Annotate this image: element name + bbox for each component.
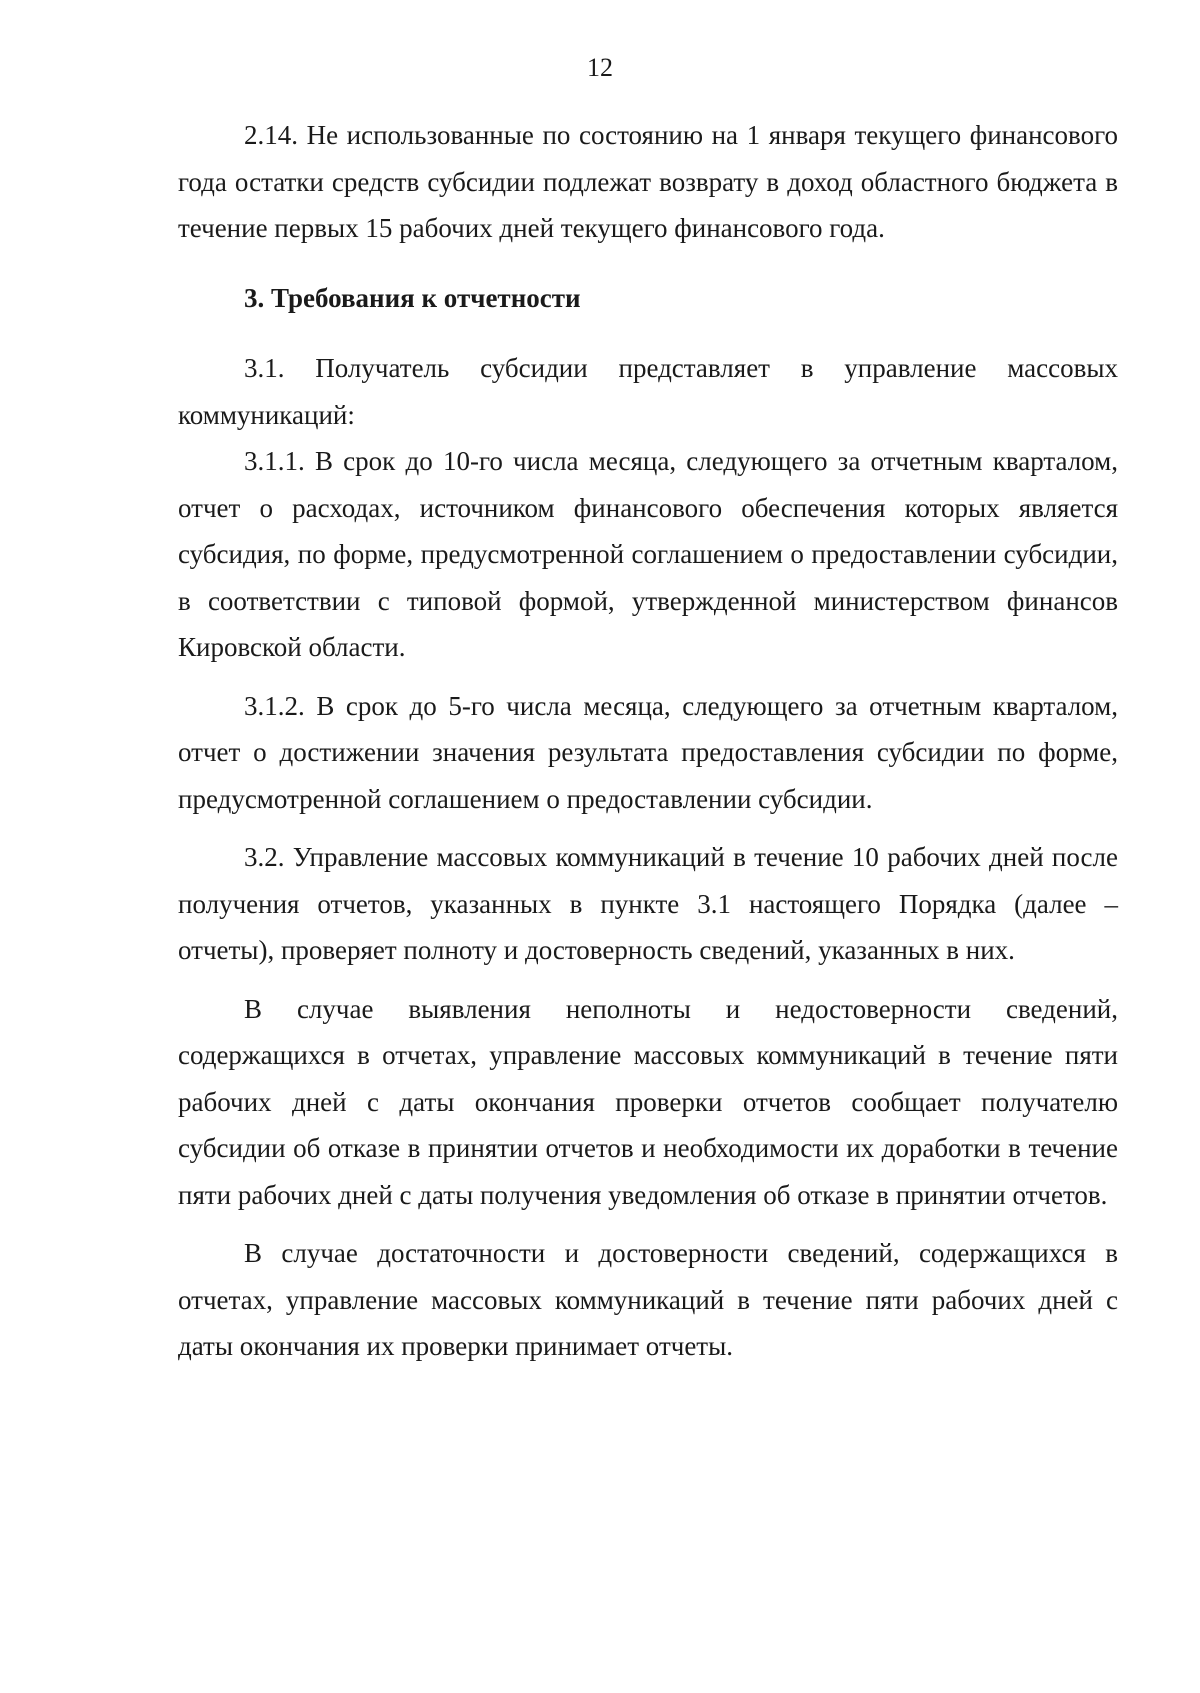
paragraph-3-2: 3.2. Управление массовых коммуникаций в течение 10 рабочих дней после получения отчетов, указанных в пункте 3.1 настоящего Порядка (далее – отчеты), проверяет полноту и достоверность сведений, указанных в них. — [178, 842, 1118, 965]
page-number: 12 — [587, 53, 613, 82]
section-heading-3: 3. Требования к отчетности — [244, 282, 581, 313]
paragraph-sufficient-info: В случае достаточности и достоверности сведений, содержащихся в отчетах, управление массовых коммуникаций в течение пяти рабочих дней с даты окончания их проверки принимает отчеты. — [178, 1238, 1118, 1361]
paragraph-incomplete-info: В случае выявления неполноты и недостоверности сведений, содержащихся в отчетах, управление массовых коммуникаций в течение пяти рабочих дней с даты окончания проверки отчетов сообщает получателю субсидии об отказе в принятии отчетов и необходимости их доработки в течение пяти рабочих дней с даты получения уведомления об отказе в принятии отчетов. — [178, 993, 1118, 1210]
paragraph-2-14: 2.14. Не использованные по состоянию на 1 января текущего финансового года остатки средств субсидии подлежат возврату в доход областного бюджета в течение первых 15 рабочих дней текущего финансового года. — [178, 120, 1118, 243]
paragraph-3-1-1: 3.1.1. В срок до 10-го числа месяца, следующего за отчетным кварталом, отчет о расходах, источником финансового обеспечения которых является субсидия, по форме, предусмотренной соглашением о предоставлении субсидии, в соответствии с типовой формой, утвержденной министерством финансов Кировской области. — [178, 446, 1118, 662]
document-body — [178, 112, 1118, 1370]
paragraph-3-1-2: 3.1.2. В срок до 5-го числа месяца, следующего за отчетным кварталом, отчет о достижении значения результата предоставления субсидии по форме, предусмотренной соглашением о предоставлении субсидии. — [178, 690, 1118, 814]
paragraph-3-1: 3.1. Получатель субсидии представляет в управление массовых коммуникаций: — [178, 353, 1118, 430]
